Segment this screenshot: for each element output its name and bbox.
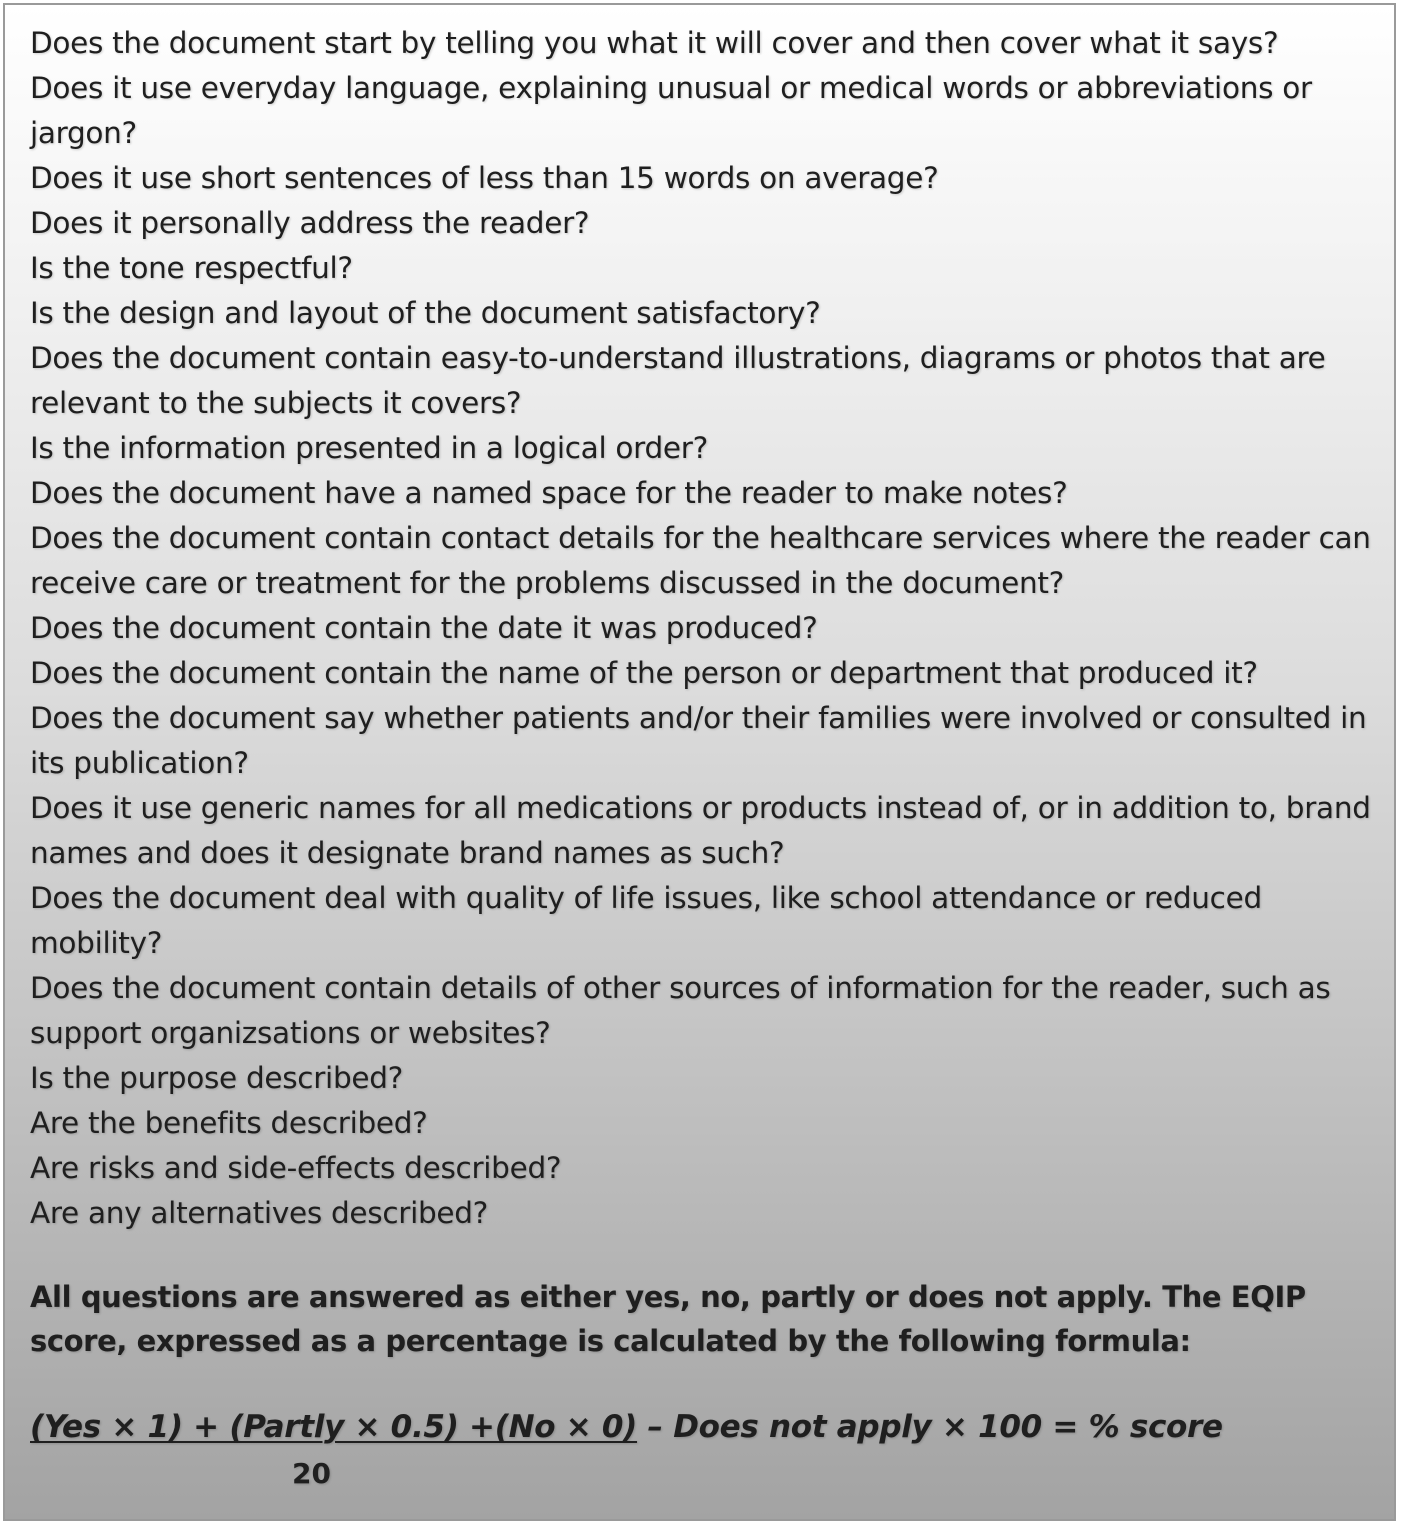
formula-rest: – Does not apply × 100 = % score <box>637 1409 1223 1445</box>
question-item: Is the design and layout of the document satisfactory? <box>30 296 821 330</box>
question-item: Does it use everyday language, explaining unusual or medical words or abbreviations or jargon? <box>30 71 1312 150</box>
score-formula <box>30 1405 1223 1449</box>
question-item: Does the document contain contact details for the healthcare services where the reader can receive care or treatment for the problems discussed in the document? <box>30 521 1371 600</box>
question-item: Does it use generic names for all medications or products instead of, or in addition to, brand names and does it designate brand names as such? <box>30 791 1371 870</box>
question-list <box>30 21 1375 1236</box>
eqip-questionnaire-panel <box>3 3 1396 1521</box>
question-item: Is the purpose described? <box>30 1061 404 1095</box>
question-item: Does the document contain details of other sources of information for the reader, such as support organizsations or websites? <box>30 971 1331 1050</box>
question-item: Does it personally address the reader? <box>30 206 590 240</box>
question-item: Does the document contain the name of the person or department that produced it? <box>30 656 1258 690</box>
question-item: Is the information presented in a logical order? <box>30 431 708 465</box>
question-item: Does the document contain the date it was produced? <box>30 611 818 645</box>
question-item: Does the document deal with quality of life issues, like school attendance or reduced mobility? <box>30 881 1262 960</box>
question-item: Is the tone respectful? <box>30 251 353 285</box>
formula-numerator: (Yes × 1) + (Partly × 0.5) +(No × 0) <box>30 1409 638 1445</box>
question-item: Does the document contain easy-to-understand illustrations, diagrams or photos that are relevant to the subjects it covers? <box>30 341 1326 420</box>
question-item: Does it use short sentences of less than 15 words on average? <box>30 161 939 195</box>
question-item: Are the benefits described? <box>30 1106 428 1140</box>
question-item: Are risks and side-effects described? <box>30 1151 562 1185</box>
question-item: Does the document say whether patients and/or their families were involved or consulted in its publication? <box>30 701 1367 780</box>
question-item: Are any alternatives described? <box>30 1196 489 1230</box>
question-item: Does the document start by telling you what it will cover and then cover what it says? <box>30 26 1279 60</box>
scoring-note: All questions are answered as either yes, no, partly or does not apply. The EQIP score, expressed as a percentage is calculated by the following formula: <box>30 1280 1306 1358</box>
question-item: Does the document have a named space for the reader to make notes? <box>30 476 1068 510</box>
formula-denominator: 20 <box>292 1457 331 1490</box>
